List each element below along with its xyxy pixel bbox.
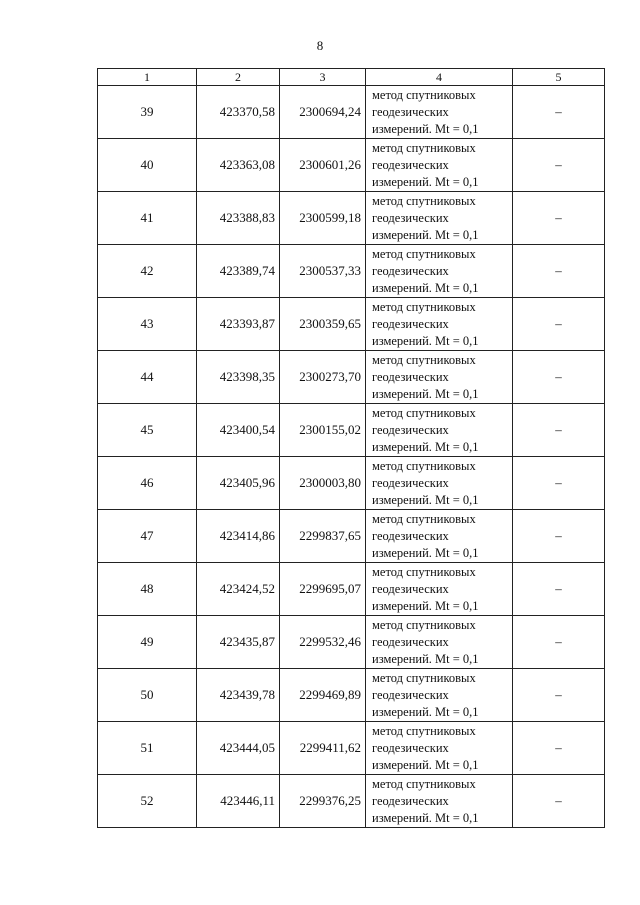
column-5-cell: – [513, 563, 605, 616]
y-coordinate-cell: 2300599,18 [280, 192, 366, 245]
table-row [98, 404, 605, 457]
y-coordinate-cell: 2299695,07 [280, 563, 366, 616]
method-line-1: метод спутниковых [372, 670, 476, 685]
method-cell [366, 722, 513, 775]
method-line-1: метод спутниковых [372, 140, 476, 155]
table-row [98, 722, 605, 775]
x-coordinate-cell: 423424,52 [197, 563, 280, 616]
method-line-2: геодезических [372, 316, 449, 331]
method-line-2: геодезических [372, 634, 449, 649]
method-cell [366, 245, 513, 298]
method-line-1: метод спутниковых [372, 564, 476, 579]
method-line-3: измерений. Mt = 0,1 [372, 280, 479, 295]
method-line-2: геодезических [372, 475, 449, 490]
method-line-1: метод спутниковых [372, 776, 476, 791]
method-cell [366, 298, 513, 351]
y-coordinate-cell: 2299411,62 [280, 722, 366, 775]
column-5-cell: – [513, 139, 605, 192]
method-cell [366, 457, 513, 510]
method-line-1: метод спутниковых [372, 617, 476, 632]
y-coordinate-cell: 2300155,02 [280, 404, 366, 457]
method-line-1: метод спутниковых [372, 458, 476, 473]
table-row [98, 86, 605, 139]
table-row [98, 616, 605, 669]
method-line-3: измерений. Mt = 0,1 [372, 174, 479, 189]
point-number-cell: 41 [98, 192, 197, 245]
method-cell [366, 139, 513, 192]
y-coordinate-cell: 2300273,70 [280, 351, 366, 404]
method-line-1: метод спутниковых [372, 511, 476, 526]
method-line-3: измерений. Mt = 0,1 [372, 333, 479, 348]
y-coordinate-cell: 2299532,46 [280, 616, 366, 669]
method-cell [366, 192, 513, 245]
header-col-4: 4 [366, 69, 513, 86]
column-5-cell: – [513, 669, 605, 722]
method-line-2: геодезических [372, 104, 449, 119]
column-5-cell: – [513, 722, 605, 775]
method-line-2: геодезических [372, 263, 449, 278]
column-5-cell: – [513, 775, 605, 828]
column-5-cell: – [513, 192, 605, 245]
method-cell [366, 510, 513, 563]
table-row [98, 192, 605, 245]
method-line-3: измерений. Mt = 0,1 [372, 121, 479, 136]
x-coordinate-cell: 423446,11 [197, 775, 280, 828]
method-line-2: геодезических [372, 369, 449, 384]
x-coordinate-cell: 423435,87 [197, 616, 280, 669]
x-coordinate-cell: 423398,35 [197, 351, 280, 404]
y-coordinate-cell: 2300537,33 [280, 245, 366, 298]
column-5-cell: – [513, 351, 605, 404]
table-row [98, 775, 605, 828]
y-coordinate-cell: 2299469,89 [280, 669, 366, 722]
table-row [98, 457, 605, 510]
method-line-3: измерений. Mt = 0,1 [372, 810, 479, 825]
method-cell [366, 669, 513, 722]
method-cell [366, 351, 513, 404]
y-coordinate-cell: 2300601,26 [280, 139, 366, 192]
column-5-cell: – [513, 616, 605, 669]
header-col-1: 1 [98, 69, 197, 86]
point-number-cell: 46 [98, 457, 197, 510]
table-row [98, 298, 605, 351]
header-col-2: 2 [197, 69, 280, 86]
point-number-cell: 45 [98, 404, 197, 457]
method-line-1: метод спутниковых [372, 299, 476, 314]
x-coordinate-cell: 423363,08 [197, 139, 280, 192]
column-5-cell: – [513, 86, 605, 139]
point-number-cell: 52 [98, 775, 197, 828]
x-coordinate-cell: 423444,05 [197, 722, 280, 775]
point-number-cell: 48 [98, 563, 197, 616]
method-cell [366, 404, 513, 457]
method-line-2: геодезических [372, 740, 449, 755]
table-row [98, 245, 605, 298]
method-line-2: геодезических [372, 422, 449, 437]
column-5-cell: – [513, 510, 605, 563]
table-row [98, 139, 605, 192]
method-line-2: геодезических [372, 793, 449, 808]
page-number: 8 [316, 38, 324, 53]
table-header [98, 69, 605, 86]
point-number-cell: 47 [98, 510, 197, 563]
method-line-3: измерений. Mt = 0,1 [372, 227, 479, 242]
method-line-3: измерений. Mt = 0,1 [372, 598, 479, 613]
method-line-1: метод спутниковых [372, 246, 476, 261]
column-5-cell: – [513, 245, 605, 298]
y-coordinate-cell: 2300003,80 [280, 457, 366, 510]
table-body [98, 86, 605, 828]
method-line-2: геодезических [372, 157, 449, 172]
x-coordinate-cell: 423439,78 [197, 669, 280, 722]
x-coordinate-cell: 423389,74 [197, 245, 280, 298]
table-row [98, 669, 605, 722]
point-number-cell: 49 [98, 616, 197, 669]
method-line-1: метод спутниковых [372, 352, 476, 367]
header-col-3: 3 [280, 69, 366, 86]
method-line-1: метод спутниковых [372, 723, 476, 738]
point-number-cell: 44 [98, 351, 197, 404]
coordinates-table [97, 68, 605, 828]
method-line-2: геодезических [372, 581, 449, 596]
point-number-cell: 40 [98, 139, 197, 192]
method-line-3: измерений. Mt = 0,1 [372, 545, 479, 560]
column-5-cell: – [513, 404, 605, 457]
method-line-3: измерений. Mt = 0,1 [372, 651, 479, 666]
method-line-1: метод спутниковых [372, 193, 476, 208]
method-line-2: геодезических [372, 687, 449, 702]
column-5-cell: – [513, 298, 605, 351]
method-cell [366, 616, 513, 669]
x-coordinate-cell: 423393,87 [197, 298, 280, 351]
method-line-3: измерений. Mt = 0,1 [372, 439, 479, 454]
y-coordinate-cell: 2299376,25 [280, 775, 366, 828]
column-5-cell: – [513, 457, 605, 510]
y-coordinate-cell: 2299837,65 [280, 510, 366, 563]
method-line-1: метод спутниковых [372, 405, 476, 420]
point-number-cell: 50 [98, 669, 197, 722]
method-cell [366, 86, 513, 139]
point-number-cell: 43 [98, 298, 197, 351]
method-line-3: измерений. Mt = 0,1 [372, 492, 479, 507]
method-line-3: измерений. Mt = 0,1 [372, 757, 479, 772]
method-cell [366, 775, 513, 828]
method-line-1: метод спутниковых [372, 87, 476, 102]
x-coordinate-cell: 423388,83 [197, 192, 280, 245]
x-coordinate-cell: 423405,96 [197, 457, 280, 510]
method-line-2: геодезических [372, 210, 449, 225]
y-coordinate-cell: 2300359,65 [280, 298, 366, 351]
point-number-cell: 51 [98, 722, 197, 775]
method-line-2: геодезических [372, 528, 449, 543]
point-number-cell: 42 [98, 245, 197, 298]
header-col-5: 5 [513, 69, 605, 86]
method-line-3: измерений. Mt = 0,1 [372, 704, 479, 719]
x-coordinate-cell: 423414,86 [197, 510, 280, 563]
method-cell [366, 563, 513, 616]
y-coordinate-cell: 2300694,24 [280, 86, 366, 139]
header-row [98, 69, 605, 86]
point-number-cell: 39 [98, 86, 197, 139]
method-line-3: измерений. Mt = 0,1 [372, 386, 479, 401]
x-coordinate-cell: 423400,54 [197, 404, 280, 457]
table-row [98, 510, 605, 563]
table-row [98, 563, 605, 616]
table-row [98, 351, 605, 404]
x-coordinate-cell: 423370,58 [197, 86, 280, 139]
